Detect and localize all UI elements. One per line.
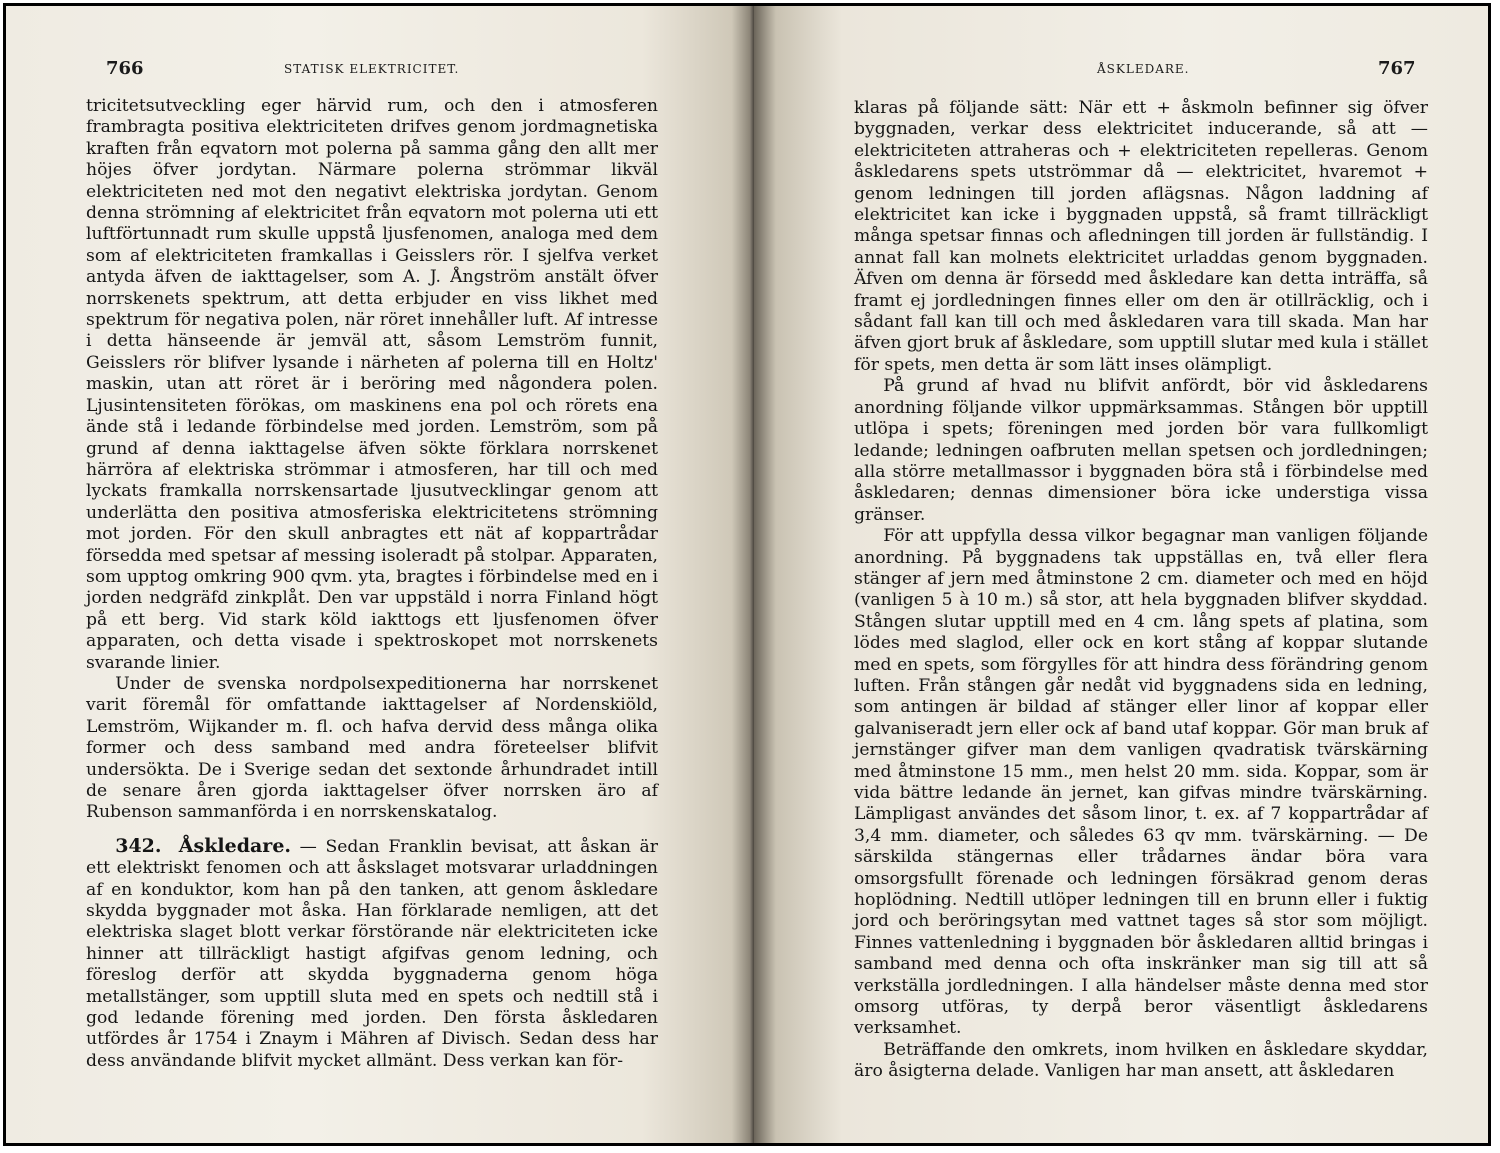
book-spread (3, 3, 1491, 1146)
running-head-right: ÅSKLEDARE. (1097, 62, 1190, 76)
paragraph: Beträffande den omkrets, inom hvilken en åskledare skyddar, äro åsigterna delade. Vanligen har man ansett, att åskledaren (854, 1039, 1428, 1082)
paragraph: Under de svenska nordpolsexpeditionerna har norrskenet varit föremål för omfattande iakttagelser af Nordenskiöld, Lemström, Wijkander m. fl. och hafva dervid dess många olika former och dess samband med andra företeelser blifvit undersökta. De i Sverige sedan det sextonde århundradet intill de senare åren gjorda iakttagelser öfver norrsken äro af Rubenson sammanförda i en norrskenskatalog. (86, 673, 658, 823)
page-number-left: 766 (106, 58, 144, 79)
right-page-body (854, 98, 1428, 1083)
section-title: Åskledare. (178, 834, 292, 857)
section-paragraph (86, 836, 658, 1072)
section-number: 342. (115, 834, 162, 857)
page-number-right: 767 (1378, 58, 1416, 79)
paragraph: tricitetsutveckling eger härvid rum, och den i atmosferen frambragta positiva elektriciteten drifves genom jordmagnetiska kraften från eqvatorn mot polerna på samma gång den allt mer höjes öfver jordytan. Närmare polerna strömmar likväl elektriciteten ned mot den negativt elektriska jordytan. Genom denna strömning af elektricitet från eqvatorn mot polerna uti ett luftförtunnadt rum skulle uppstå ljusfenomen, analoga med dem som af elektriciteten framkallas i Geisslers rör. I sjelfva verket antyda äfven de iakttagelser, som A. J. Ångström anstält öfver norrskenets spektrum, att detta erbjuder en viss likhet med spektrum för negativa polen, när röret innehåller luft. Af intresse i detta hänseende är jemväl att, såsom Lemström funnit, Geisslers rör blifver lysande i närheten af polerna till en Holtz' maskin, utan att röret är i beröring med någondera polen. Ljusintensiteten förökas, om maskinens ena pol och rörets ena ände stå i ledande förbindelse med jorden. Lemström, som på grund af denna iakttagelse äfven sökte förklara norrskenet härröra af elektriska strömmar i atmosferen, har till och med lyckats framkalla norrskensartade ljusutvecklingar genom att underlätta den positiva atmosferiska elektricitetens strömning mot jorden. För den skull anbragtes ett nät af koppartrådar försedda med spetsar af messing isoleradt på stolpar. Apparaten, som upptog omkring 900 qvm. yta, bragtes i förbindelse med en i jorden nedgräfd zinkplåt. Den var uppstäld i norra Finland högt på ett berg. Vid stark köld iakttogs ett ljusfenomen öfver apparaten, och detta visade i spektroskopet mot norrskenets svarande linier. (86, 96, 658, 673)
left-page-body (86, 96, 658, 1072)
right-page (754, 6, 1488, 1143)
paragraph: För att uppfylla dessa vilkor begagnar man vanligen följande anordning. På byggnadens tak uppställas en, två eller flera stänger af jern med åtminstone 2 cm. diameter och med en höjd (vanligen 5 à 10 m.) så stor, att hela byggnaden blifver skyddad. Stången slutar upptill med en 4 cm. lång spets af platina, som lödes med slaglod, eller ock en kort stång af koppar slutande med en spets, som förgylles för att hindra dess förändring genom luften. Från stången går nedåt vid byggnadens sida en ledning, som antingen är bildad af stänger eller linor af koppar eller galvaniseradt jern eller ock af band utaf koppar. Gör man bruk af jernstänger gifver man dem vanligen qvadratisk tvärskärning med åtminstone 15 mm., men helst 20 mm. sida. Koppar, som är vida bättre ledande än jernet, kan gifvas mindre tvärskärning. Lämpligast användes det såsom linor, t. ex. af 7 koppartrådar af 3,4 mm. diameter, och således 63 qv mm. tvärskärning. — De särskilda stängernas eller trådarnes ändar böra vara omsorgsfullt förenade och ledningen försäkrad genom deras hoplödning. Nedtill utlöper ledningen till en brunn eller i fuktig jord och beröringsytan med vattnet tages så stor som möjligt. Finnes vattenledning i byggnaden bör åskledaren alltid bringas i samband med denna och ofta inskränker man sig till att så verkställa jordledningen. I alla händelser måste denna med stor omsorg utföras, ty derpå beror väsentligt åskledarens verksamhet. (854, 526, 1428, 1039)
running-head-left: STATISK ELEKTRICITET. (284, 62, 460, 76)
left-page (6, 6, 754, 1143)
section-text: — Sedan Franklin bevisat, att åskan är ett elektriskt fenomen och att åskslaget motsvarar urladdningen af en konduktor, kom han på den tanken, att genom åskledare skydda byggnader mot åska. Han förklarade nemligen, att det elektriska slaget blott verkar förstörande när elektriciteten icke hinner att tillräckligt hastigt afgifvas genom ledning, och föreslog derför att skydda byggnaderna genom höga metallstänger, som upptill sluta med en spets och nedtill stå i god ledande förening med jorden. Den första åskledaren utfördes år 1754 i Znaym i Mähren af Divisch. Sedan dess har dess användande blifvit mycket allmänt. Dess verkan kan för- (86, 836, 658, 1071)
paragraph: På grund af hvad nu blifvit anfördt, bör vid åskledarens anordning följande vilkor uppmärksammas. Stången bör upptill utlöpa i spets; föreningen med jorden bör vara fullkomligt ledande; ledningen oafbruten mellan spetsen och jordledningen; alla större metallmassor i byggnaden böra stå i förbindelse med åskledaren; dennas dimensioner böra icke understiga vissa gränser. (854, 376, 1428, 525)
paragraph: klaras på följande sätt: När ett + åskmoln befinner sig öfver byggnaden, verkar dess elektricitet inducerande, så att — elektriciteten attraheras och + elektriciteten repelleras. Genom åskledarens spets utströmmar då — elektricitet, hvaremot + genom ledningen till jorden aflägsnas. Någon laddning af elektricitet kan icke i byggnaden uppstå, så framt tillräckligt många spetsar finnas och afledningen till jorden är fullständig. I annat fall kan molnets elektricitet urladdas genom byggnaden. Äfven om denna är försedd med åskledare kan detta inträffa, så framt ej jordledningen finnes eller om den är otillräcklig, och i sådant fall kan till och med åskledaren vara till skada. Man har äfven gjort bruk af åskledare, som upptill slutar med kula i stället för spets, men detta är som lätt inses olämpligt. (854, 98, 1428, 375)
